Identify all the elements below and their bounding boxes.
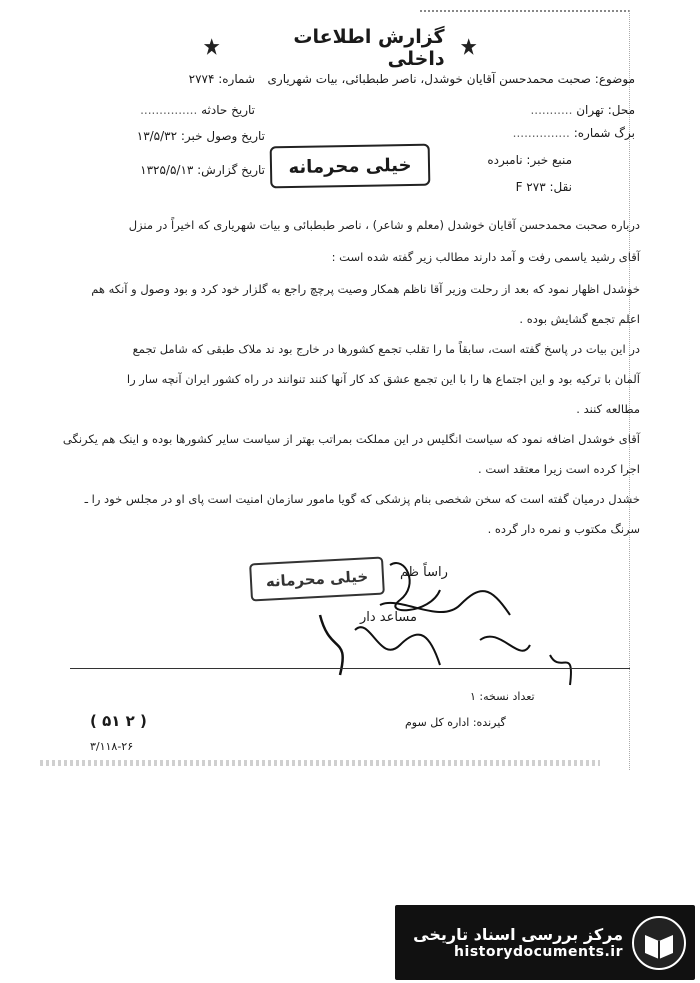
body-line: آلمان با ترکیه بود و این اجتماع ها را با این تجمع عشق کد کار آنها کنند تنوانند در راه کشور ایران آنچه سار را	[126, 372, 640, 386]
reference-value: نقل: ۲۷۳ F	[515, 180, 572, 194]
received-date-field	[95, 129, 265, 143]
faded-line	[40, 760, 600, 766]
source-label: منبع خبر: نامبرده	[487, 153, 572, 167]
archive-watermark	[395, 905, 695, 980]
subject-value: موضوع: صحبت محمدحسن آقایان خوشدل، ناصر طبطبائی، بیات شهریاری	[267, 72, 635, 86]
page-label: برگ شماره:	[573, 126, 635, 140]
copies-field: تعداد نسخه: ۱	[470, 690, 535, 703]
file-code: ۳/۱۱۸-۲۶	[90, 740, 134, 753]
body-line: خشدل درمیان گفته است که سخن شخصی بنام پزشکی که گویا مامور سازمان امنیت است پای او در مجلس خود را ـ	[84, 492, 640, 506]
page-field: برگ شماره: ...............	[512, 126, 635, 140]
body-line: در این بیات در پاسخ گفته است، سابقاً ما را تقلب تجمع کشورها در خارج بود ند ملاک طبقی که شامل تجمع	[132, 342, 640, 356]
body-line: آقای خوشدل اضافه نمود که سیاست انگلیس در این مملکت بمراتب بهتر از سیاست سایر کشورها بوده و اینک هم یکرنگی	[62, 432, 640, 446]
secondary-stamp-text: خیلی محرمانه	[265, 567, 369, 591]
body-line: آقای رشید یاسمی رفت و آمد دارند مطالب زیر گفته شده است :	[331, 250, 640, 264]
body-line: اجرا کرده است زیرا معتقد است .	[478, 462, 640, 476]
right-edge-marks	[629, 10, 630, 770]
report-date-value: تاریخ گزارش: ۱۳۲۵/۵/۱۳	[140, 163, 265, 177]
subject-field	[267, 72, 635, 86]
number-field	[95, 72, 255, 86]
page-title: گزارش اطلاعات داخلی	[293, 26, 445, 70]
body-line: اعلم تجمع گشایش بوده .	[519, 312, 640, 326]
top-edge-marks	[420, 10, 630, 12]
body-line: خوشدل اظهار نمود که بعد از رحلت وزیر آقا ناظم همکار وصیت پرچچ راجع به گلزار خود کرد و بود وصول و آنکه هم	[91, 282, 640, 296]
number-value: شماره: ۲۷۷۴	[188, 72, 255, 86]
body-line: مطالعه کنند .	[576, 402, 640, 416]
signature-text-2: مساعد دار	[360, 610, 417, 625]
archive-number: ( ۲ ۵۱ )	[90, 712, 147, 730]
header-row	[200, 26, 480, 70]
body-line: سرنگ مکتوب و نمره دار گرده .	[487, 522, 640, 536]
watermark-url: historydocuments.ir	[454, 944, 623, 960]
recipient-field: گیرنده: اداره کل سوم	[405, 716, 506, 729]
footer-divider	[70, 668, 630, 669]
classification-stamp	[270, 144, 431, 189]
location-field: محل: تهران ...........	[530, 103, 635, 117]
incident-date-label: تاریخ حادثه	[201, 103, 255, 117]
incident-date-field: تاریخ حادثه ...............	[140, 103, 255, 117]
body-line: درباره صحبت محمدحسن آقایان خوشدل (معلم و شاعر) ، ناصر طبطبائی و بیات شهریاری که اخیراً در منزل	[128, 218, 640, 232]
signature-text-1: راساً ظم	[400, 565, 448, 580]
watermark-text	[413, 925, 623, 960]
watermark-title: مرکز بررسی اسناد تاریخی	[413, 925, 623, 944]
classification-stamp-text: خیلی محرمانه	[288, 154, 412, 178]
location-value: محل: تهران	[576, 103, 635, 117]
emblem-icon	[200, 36, 223, 60]
report-date-field	[95, 163, 265, 177]
received-date-value: تاریخ وصول خبر: ۱۳/۵/۳۲	[136, 129, 265, 143]
emblem-icon	[457, 36, 480, 60]
book-logo-icon	[631, 915, 687, 971]
reference-field	[472, 180, 572, 194]
source-field	[472, 153, 572, 167]
